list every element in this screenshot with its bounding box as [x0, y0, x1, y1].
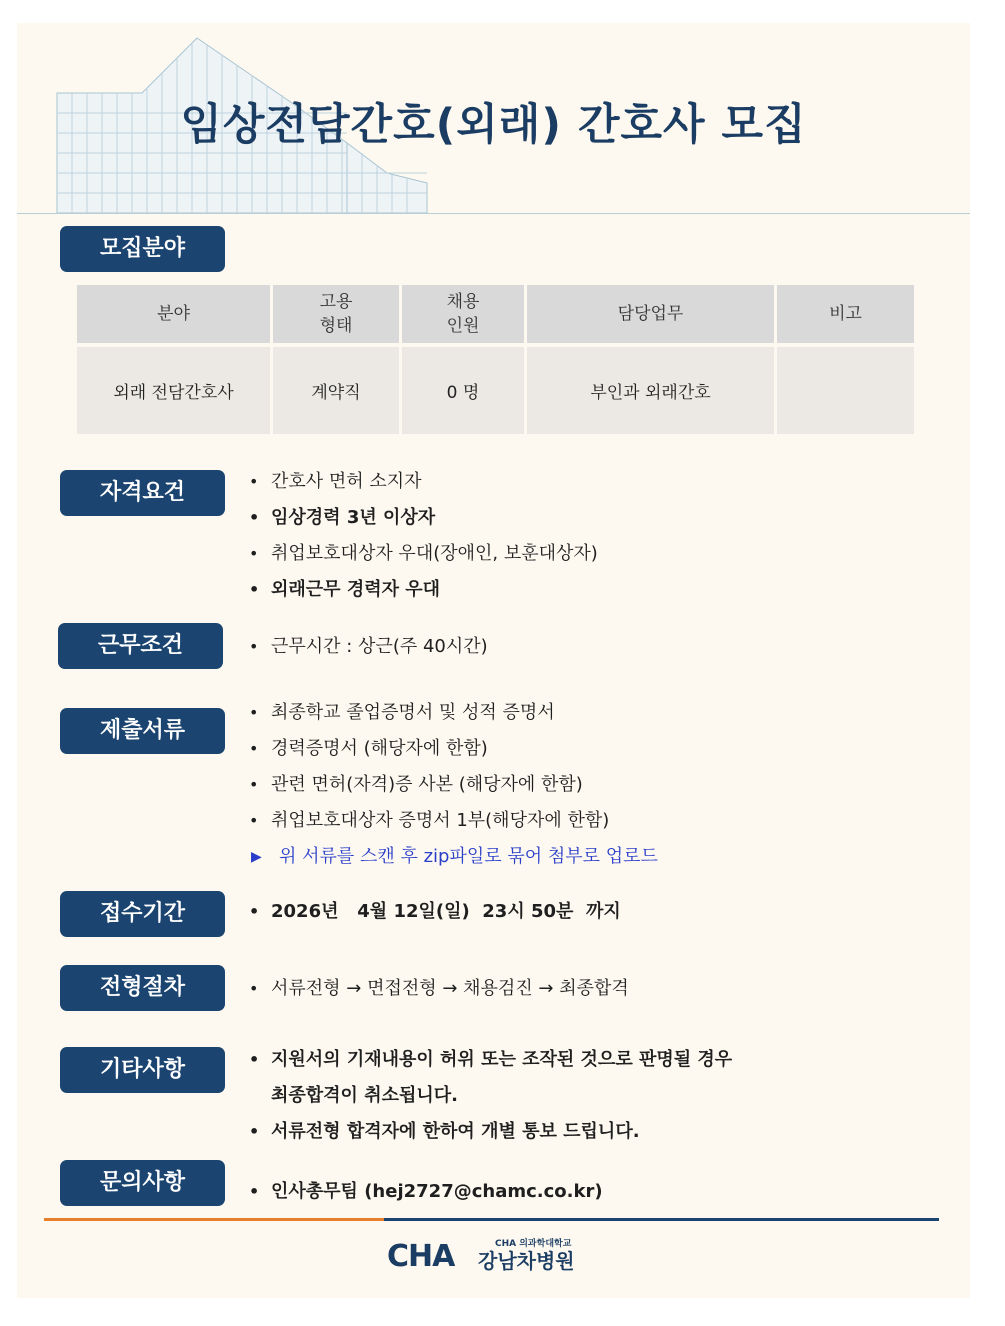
section-label-field: 모집분야: [60, 226, 225, 272]
footer-divider-orange: [44, 1218, 384, 1221]
conditions-list: [249, 629, 488, 665]
list-item: • 근무시간 : 상근(주 40시간): [249, 629, 488, 665]
list-item: [249, 1042, 732, 1114]
list-item: • 서류전형 → 면접전형 → 채용검진 → 최종합격: [249, 971, 629, 1007]
etc-line-2: 최종합격이 취소됩니다.: [271, 1085, 458, 1106]
cell-duties: 부인과 외래간호: [527, 347, 774, 434]
section-label-period: 접수기간: [60, 891, 225, 937]
section-label-process: 전형절차: [60, 965, 225, 1011]
section-label-etc: 기타사항: [60, 1047, 225, 1093]
header-employment-type: 고용 형태: [273, 285, 399, 343]
logo-subtitle: CHA 의과학대학교: [495, 1239, 572, 1249]
svg-text:CHA: CHA: [387, 1239, 455, 1274]
section-label-conditions: 근무조건: [58, 623, 223, 669]
period-list: [249, 894, 621, 930]
hospital-name: 강남차병원: [478, 1249, 575, 1273]
table-row: [77, 347, 914, 434]
cell-remarks: [777, 347, 914, 434]
qualification-list: [249, 464, 598, 608]
etc-line-1: 지원서의 기재내용이 허위 또는 조작된 것으로 판명될 경우: [271, 1049, 733, 1070]
recruitment-table: [74, 281, 917, 438]
header-band: [17, 23, 970, 214]
process-list: [249, 971, 629, 1007]
header-remarks: 비고: [777, 285, 914, 343]
contact-list: [249, 1174, 603, 1210]
recruitment-poster: [17, 23, 970, 1298]
header-field: 분야: [77, 285, 270, 343]
list-item: • 취업보호대상자 우대(장애인, 보훈대상자): [249, 536, 598, 572]
list-item: • 외래근무 경력자 우대: [249, 572, 598, 608]
table-header-row: [77, 285, 914, 343]
documents-upload-note: ▶ 위 서류를 스캔 후 zip파일로 묶어 첨부로 업로드: [249, 839, 658, 875]
cell-employment-type: 계약직: [273, 347, 399, 434]
cell-headcount: 0 명: [402, 347, 524, 434]
list-item: • 2026년 4월 12일(일) 23시 50분 까지: [249, 894, 621, 930]
header-headcount: 채용 인원: [402, 285, 524, 343]
section-label-contact: 문의사항: [60, 1160, 225, 1206]
etc-list: [249, 1042, 732, 1150]
header-duties: 담당업무: [527, 285, 774, 343]
list-item: • 서류전형 합격자에 한하여 개별 통보 드립니다.: [249, 1114, 732, 1150]
section-label-documents: 제출서류: [60, 708, 225, 754]
section-label-qualification: 자격요건: [60, 470, 225, 516]
documents-list: [249, 695, 658, 875]
list-item: • 취업보호대상자 증명서 1부(해당자에 한함): [249, 803, 658, 839]
list-item: • 경력증명서 (해당자에 한함): [249, 731, 658, 767]
footer-divider-navy: [384, 1218, 939, 1221]
page-title: 임상전담간호(외래) 간호사 모집: [180, 100, 807, 150]
list-item: • 인사총무팀 (hej2727@chamc.co.kr): [249, 1174, 603, 1210]
list-item: • 최종학교 졸업증명서 및 성적 증명서: [249, 695, 658, 731]
list-item: • 간호사 면허 소지자: [249, 464, 598, 500]
cell-field: 외래 전담간호사: [77, 347, 270, 434]
list-item: • 임상경력 3년 이상자: [249, 500, 598, 536]
list-item: • 관련 면허(자격)증 사본 (해당자에 한함): [249, 767, 658, 803]
